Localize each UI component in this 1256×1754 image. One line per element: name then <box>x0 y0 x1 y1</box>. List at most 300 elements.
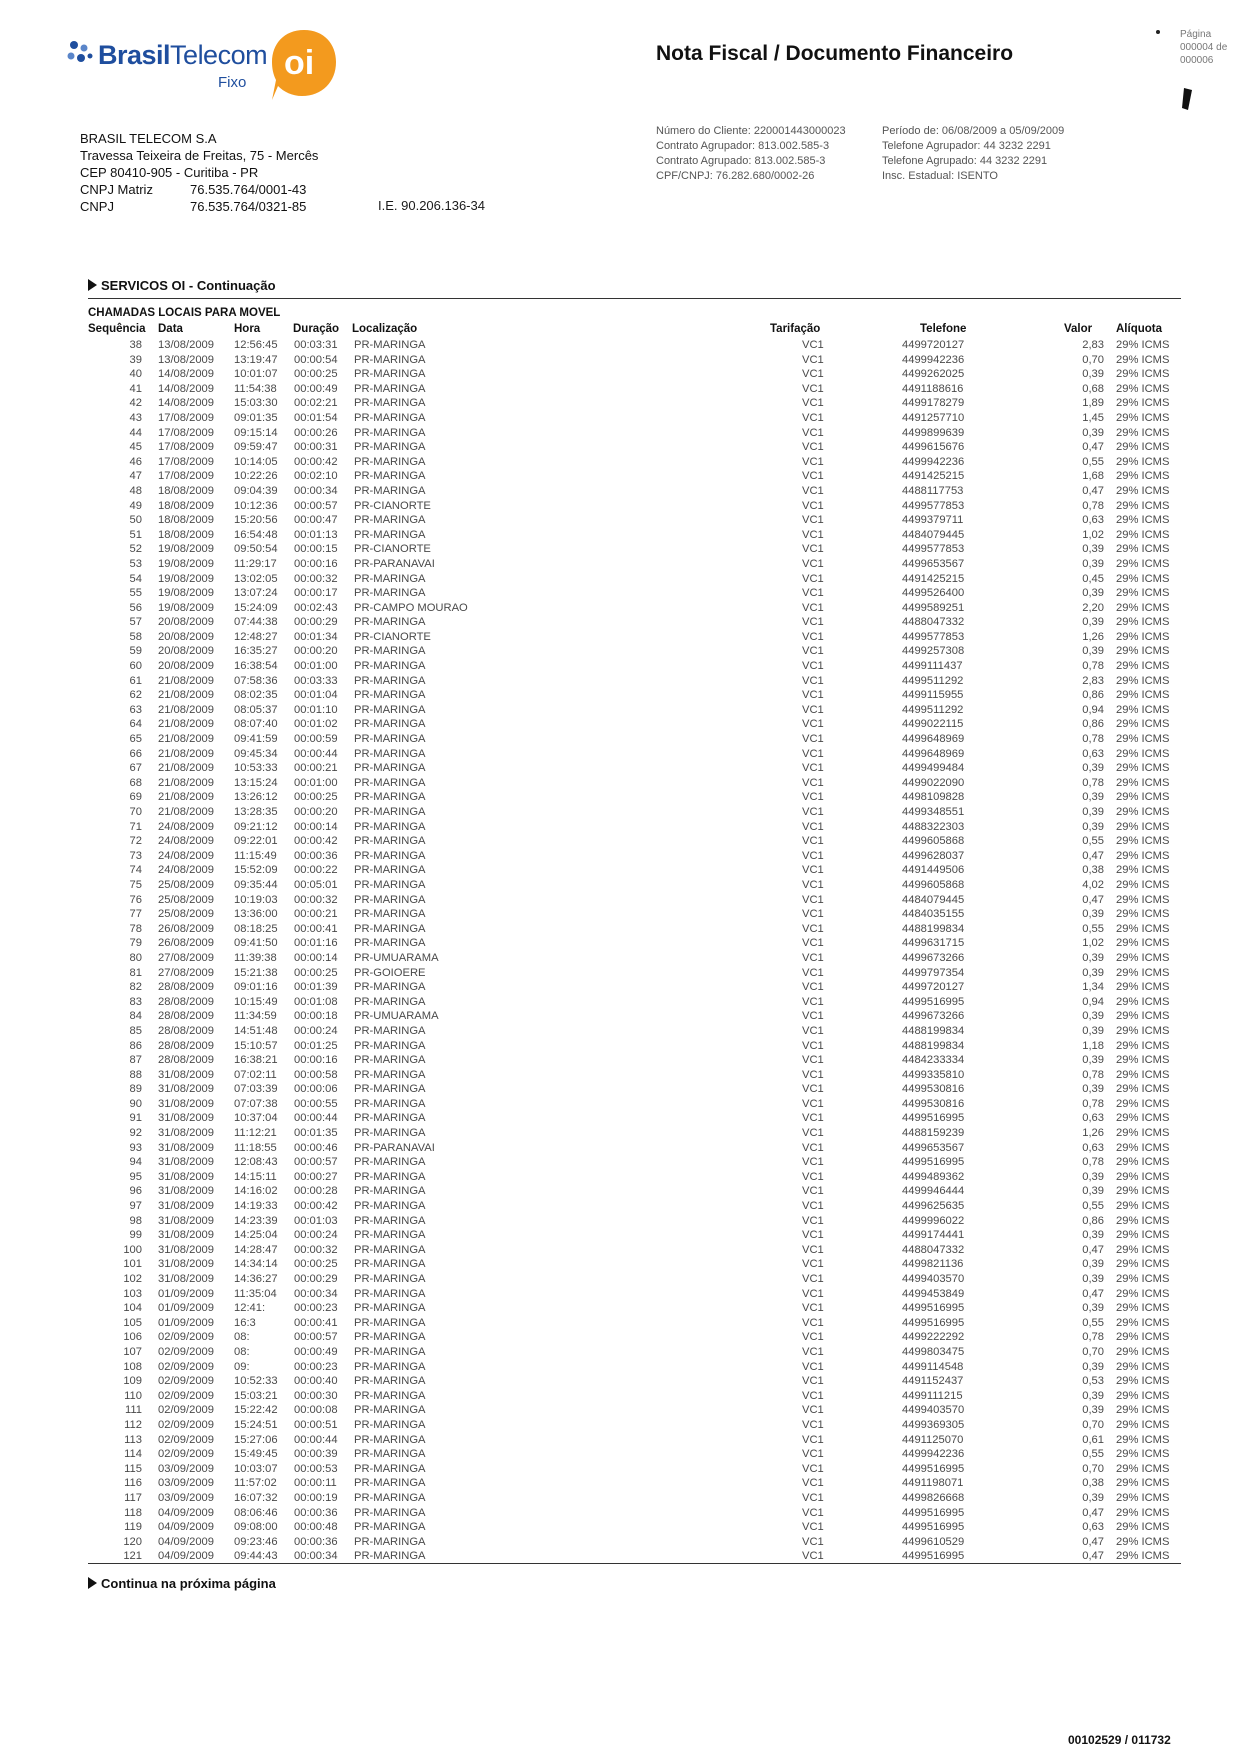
oi-logo-text: oi <box>284 44 315 82</box>
cell-valor: 0,63 <box>1082 1112 1104 1125</box>
table-row <box>88 616 1181 631</box>
cell-hora: 14:51:48 <box>234 1024 278 1037</box>
cell-telefone: 4499516995 <box>902 1462 965 1475</box>
cell-aliquota: 29% ICMS <box>1116 1185 1170 1198</box>
cell-tarifacao: VC1 <box>802 411 824 424</box>
cell-tarifacao: VC1 <box>802 1039 824 1052</box>
cell-telefone: 4499516995 <box>902 1112 965 1125</box>
cell-aliquota: 29% ICMS <box>1116 1229 1170 1242</box>
cell-sequencia: 105 <box>123 1316 142 1329</box>
cell-telefone: 4499453849 <box>902 1287 965 1300</box>
cell-valor: 1,34 <box>1082 981 1104 994</box>
cell-hora: 09:01:16 <box>234 981 278 994</box>
cell-data: 31/08/2009 <box>158 1112 214 1125</box>
cell-tarifacao: VC1 <box>802 572 824 585</box>
cell-tarifacao: VC1 <box>802 806 824 818</box>
table-row <box>88 762 1181 777</box>
table-row <box>88 835 1181 850</box>
cell-sequencia: 110 <box>124 1389 142 1402</box>
cell-hora: 09:01:35 <box>234 411 278 424</box>
cell-sequencia: 117 <box>124 1491 142 1504</box>
cell-valor: 0,39 <box>1082 368 1104 381</box>
cell-valor: 0,86 <box>1082 1214 1104 1227</box>
cell-data: 02/09/2009 <box>158 1418 214 1431</box>
cell-aliquota: 29% ICMS <box>1116 747 1170 760</box>
cell-data: 04/09/2009 <box>158 1521 214 1534</box>
cell-aliquota: 29% ICMS <box>1116 864 1170 877</box>
cell-valor: 0,39 <box>1082 1302 1104 1315</box>
cell-duracao: 00:01:35 <box>294 1127 338 1140</box>
cell-duracao: 00:00:32 <box>294 572 338 585</box>
table-row <box>88 1302 1181 1317</box>
cell-localizacao: PR-MARINGA <box>354 1083 426 1096</box>
cell-telefone: 4499942236 <box>902 1448 965 1461</box>
cell-data: 02/09/2009 <box>158 1448 214 1461</box>
cell-tarifacao: VC1 <box>802 776 824 789</box>
cell-valor: 0,47 <box>1082 1287 1104 1300</box>
cell-localizacao: PR-MARINGA <box>354 806 426 818</box>
cell-tarifacao: VC1 <box>802 1360 824 1373</box>
cell-localizacao: PR-MARINGA <box>354 1389 426 1402</box>
cell-data: 31/08/2009 <box>158 1068 214 1081</box>
table-row <box>88 1083 1181 1098</box>
cell-sequencia: 103 <box>123 1287 142 1300</box>
cell-aliquota: 29% ICMS <box>1116 893 1170 906</box>
cell-data: 27/08/2009 <box>158 966 214 979</box>
cell-telefone: 4499610529 <box>902 1535 965 1548</box>
table-row <box>88 543 1181 558</box>
cell-duracao: 00:00:20 <box>294 806 338 818</box>
col-header-data: Data <box>158 323 183 335</box>
table-row <box>88 675 1181 690</box>
cell-hora: 15:20:56 <box>234 514 278 527</box>
cell-hora: 07:03:39 <box>234 1083 278 1096</box>
cell-sequencia: 61 <box>129 674 142 687</box>
cell-aliquota: 29% ICMS <box>1116 1097 1170 1110</box>
cell-telefone: 4499577853 <box>902 499 965 512</box>
table-row <box>88 864 1181 879</box>
cell-hora: 08: <box>234 1331 250 1344</box>
cell-localizacao: PR-MARINGA <box>354 1302 426 1315</box>
cell-sequencia: 71 <box>129 820 142 833</box>
cell-aliquota: 29% ICMS <box>1116 820 1170 833</box>
cell-localizacao: PR-MARINGA <box>354 674 426 687</box>
cell-duracao: 00:01:00 <box>294 776 338 789</box>
cell-data: 18/08/2009 <box>158 514 214 527</box>
cell-data: 02/09/2009 <box>158 1389 214 1402</box>
cell-hora: 09:04:39 <box>234 484 278 497</box>
cell-duracao: 00:00:34 <box>294 1287 338 1300</box>
cell-hora: 10:19:03 <box>234 893 278 906</box>
cell-duracao: 00:00:21 <box>294 762 338 775</box>
cell-valor: 0,63 <box>1082 1141 1104 1154</box>
cell-localizacao: PR-MARINGA <box>354 1316 426 1329</box>
cell-tarifacao: VC1 <box>802 1112 824 1125</box>
cell-data: 20/08/2009 <box>158 645 214 658</box>
cell-telefone: 4499516995 <box>902 1506 965 1519</box>
cell-sequencia: 76 <box>129 893 142 906</box>
cell-data: 24/08/2009 <box>158 835 214 848</box>
company-info <box>80 130 318 215</box>
cell-valor: 0,39 <box>1082 1229 1104 1242</box>
cell-tarifacao: VC1 <box>802 470 824 483</box>
cell-hora: 14:34:14 <box>234 1258 278 1271</box>
cell-data: 21/08/2009 <box>158 747 214 760</box>
cell-hora: 16:38:54 <box>234 660 278 673</box>
cell-sequencia: 41 <box>129 382 142 395</box>
cell-duracao: 00:00:58 <box>294 1068 338 1081</box>
table-row <box>88 791 1181 806</box>
table-row <box>88 996 1181 1011</box>
cell-sequencia: 69 <box>129 791 142 804</box>
cell-valor: 0,86 <box>1082 718 1104 731</box>
cell-duracao: 00:00:27 <box>294 1170 338 1183</box>
cell-tarifacao: VC1 <box>802 922 824 935</box>
cell-sequencia: 87 <box>129 1054 142 1067</box>
cell-hora: 09:35:44 <box>234 878 278 891</box>
cell-localizacao: PR-MARINGA <box>354 1258 426 1271</box>
cell-sequencia: 113 <box>124 1433 142 1446</box>
cell-telefone: 4499114548 <box>902 1360 964 1373</box>
cell-hora: 09: <box>234 1360 250 1373</box>
cell-localizacao: PR-MARINGA <box>354 339 426 351</box>
cell-data: 28/08/2009 <box>158 995 214 1008</box>
cell-valor: 0,78 <box>1082 776 1104 789</box>
client-number: Número do Cliente: 220001443000023 <box>656 125 846 137</box>
cell-data: 18/08/2009 <box>158 528 214 541</box>
cell-hora: 15:10:57 <box>234 1039 278 1052</box>
cell-telefone: 4499111215 <box>902 1389 963 1402</box>
cell-valor: 0,39 <box>1082 1024 1104 1037</box>
cell-localizacao: PR-MARINGA <box>354 878 426 891</box>
cell-valor: 0,47 <box>1082 893 1104 906</box>
cell-sequencia: 81 <box>129 966 142 979</box>
page-total: 000006 <box>1180 55 1214 66</box>
table-row <box>88 1346 1181 1361</box>
cell-sequencia: 104 <box>123 1302 142 1315</box>
cell-tarifacao: VC1 <box>802 1462 824 1475</box>
cell-valor: 0,39 <box>1082 1273 1104 1285</box>
cell-duracao: 00:00:16 <box>294 557 338 570</box>
brand-name-bold: Brasil <box>98 40 171 70</box>
cell-valor: 0,39 <box>1082 951 1104 964</box>
table-row <box>88 1010 1181 1025</box>
cell-telefone: 4499648969 <box>902 747 965 760</box>
cell-data: 02/09/2009 <box>158 1331 214 1344</box>
cell-duracao: 00:00:23 <box>294 1360 338 1373</box>
cell-hora: 16:54:48 <box>234 528 278 541</box>
cell-data: 31/08/2009 <box>158 1214 214 1227</box>
table-row <box>88 894 1181 909</box>
cell-sequencia: 80 <box>129 951 142 964</box>
col-header-telefone: Telefone <box>920 323 967 335</box>
cell-hora: 11:29:17 <box>234 557 277 570</box>
telefone-agrupador: Telefone Agrupador: 44 3232 2291 <box>882 140 1051 152</box>
cell-hora: 09:23:46 <box>234 1535 278 1548</box>
cell-localizacao: PR-MARINGA <box>354 1112 426 1125</box>
cell-hora: 09:21:12 <box>234 820 278 833</box>
table-row <box>88 1288 1181 1303</box>
cell-duracao: 00:01:03 <box>294 1214 338 1227</box>
cell-duracao: 00:02:10 <box>294 470 338 483</box>
cell-valor: 0,39 <box>1082 806 1104 818</box>
cell-valor: 1,26 <box>1082 630 1104 643</box>
cell-tarifacao: VC1 <box>802 1535 824 1548</box>
cell-data: 19/08/2009 <box>158 543 214 556</box>
cell-duracao: 00:00:31 <box>294 441 338 454</box>
scan-mark <box>1182 88 1192 110</box>
cell-data: 02/09/2009 <box>158 1360 214 1373</box>
cell-sequencia: 57 <box>129 616 142 629</box>
cell-duracao: 00:00:24 <box>294 1024 338 1037</box>
table-row <box>88 354 1181 369</box>
divider <box>88 298 1181 299</box>
cell-tarifacao: VC1 <box>802 1433 824 1446</box>
cell-data: 26/08/2009 <box>158 937 214 950</box>
cell-data: 19/08/2009 <box>158 557 214 570</box>
cell-duracao: 00:01:13 <box>294 528 338 541</box>
cell-telefone: 4499174441 <box>902 1229 965 1242</box>
cell-sequencia: 46 <box>129 455 142 468</box>
client-info-right <box>882 124 1064 184</box>
cell-duracao: 00:00:51 <box>294 1418 338 1431</box>
cell-duracao: 00:00:18 <box>294 1010 338 1023</box>
cell-data: 02/09/2009 <box>158 1433 214 1446</box>
cell-sequencia: 108 <box>123 1360 142 1373</box>
cell-localizacao: PR-MARINGA <box>354 382 426 395</box>
cell-aliquota: 29% ICMS <box>1116 951 1170 964</box>
table-row <box>88 412 1181 427</box>
cell-duracao: 00:00:20 <box>294 645 338 658</box>
cell-duracao: 00:00:57 <box>294 1331 338 1344</box>
cell-valor: 4,02 <box>1082 878 1104 891</box>
cell-duracao: 00:00:25 <box>294 368 338 381</box>
cell-sequencia: 74 <box>129 864 142 877</box>
cell-telefone: 4499530816 <box>902 1083 965 1096</box>
cell-hora: 13:36:00 <box>234 908 278 921</box>
cell-sequencia: 43 <box>129 411 142 424</box>
cell-tarifacao: VC1 <box>802 1448 824 1461</box>
cell-valor: 0,39 <box>1082 587 1104 600</box>
cell-tarifacao: VC1 <box>802 835 824 848</box>
cell-tarifacao: VC1 <box>802 864 824 877</box>
cell-tarifacao: VC1 <box>802 1185 824 1198</box>
cnpj-matriz-value: 76.535.764/0001-43 <box>190 182 307 197</box>
cell-duracao: 00:00:17 <box>294 587 338 600</box>
cell-data: 24/08/2009 <box>158 864 214 877</box>
cell-tarifacao: VC1 <box>802 601 824 614</box>
cell-duracao: 00:01:39 <box>294 981 338 994</box>
table-row <box>88 1171 1181 1186</box>
cell-aliquota: 29% ICMS <box>1116 1068 1170 1081</box>
cell-data: 14/08/2009 <box>158 382 214 395</box>
cell-hora: 14:16:02 <box>234 1185 278 1198</box>
table-row <box>88 500 1181 515</box>
cell-hora: 10:14:05 <box>234 455 278 468</box>
telecom-logo-icon <box>62 36 96 70</box>
cell-data: 03/09/2009 <box>158 1491 214 1504</box>
cell-aliquota: 29% ICMS <box>1116 1083 1170 1096</box>
cell-data: 04/09/2009 <box>158 1535 214 1548</box>
cell-aliquota: 29% ICMS <box>1116 397 1170 410</box>
cell-aliquota: 29% ICMS <box>1116 1273 1170 1285</box>
cell-data: 21/08/2009 <box>158 703 214 716</box>
cell-duracao: 00:00:25 <box>294 966 338 979</box>
cell-telefone: 4499577853 <box>902 630 965 643</box>
cell-hora: 09:50:54 <box>234 543 278 556</box>
table-row <box>88 1492 1181 1507</box>
cell-sequencia: 97 <box>129 1200 142 1213</box>
cell-sequencia: 65 <box>129 733 142 746</box>
cell-valor: 0,78 <box>1082 1156 1104 1169</box>
table-row <box>88 1244 1181 1259</box>
cell-hora: 10:37:04 <box>234 1112 278 1125</box>
cell-duracao: 00:01:16 <box>294 937 338 950</box>
insc-estadual: Insc. Estadual: ISENTO <box>882 170 998 182</box>
cell-duracao: 00:00:55 <box>294 1097 338 1110</box>
cell-data: 04/09/2009 <box>158 1550 214 1563</box>
cell-telefone: 4499625635 <box>902 1200 965 1213</box>
cell-valor: 0,45 <box>1082 572 1104 585</box>
cell-data: 25/08/2009 <box>158 878 214 891</box>
cell-aliquota: 29% ICMS <box>1116 908 1170 921</box>
cell-hora: 11:18:55 <box>234 1141 277 1154</box>
cell-telefone: 4499605868 <box>902 878 965 891</box>
cell-telefone: 4499178279 <box>902 397 965 410</box>
cpf-cnpj: CPF/CNPJ: 76.282.680/0002-26 <box>656 170 815 182</box>
table-row <box>88 339 1181 354</box>
cell-tarifacao: VC1 <box>802 1156 824 1169</box>
page-indicator <box>1180 28 1227 67</box>
cell-sequencia: 62 <box>129 689 142 702</box>
cell-hora: 13:28:35 <box>234 806 278 818</box>
cell-telefone: 4499499484 <box>902 762 965 775</box>
cell-tarifacao: VC1 <box>802 1010 824 1023</box>
cell-tarifacao: VC1 <box>802 368 824 381</box>
cell-data: 21/08/2009 <box>158 733 214 746</box>
cell-duracao: 00:00:16 <box>294 1054 338 1067</box>
cell-data: 31/08/2009 <box>158 1185 214 1198</box>
cell-telefone: 4484035155 <box>902 908 965 921</box>
cell-sequencia: 93 <box>129 1141 142 1154</box>
cell-aliquota: 29% ICMS <box>1116 806 1170 818</box>
cell-telefone: 4484233334 <box>902 1054 965 1067</box>
cell-duracao: 00:03:33 <box>294 674 338 687</box>
cell-localizacao: PR-CIANORTE <box>354 543 431 556</box>
cell-telefone: 4499899639 <box>902 426 965 439</box>
cell-data: 31/08/2009 <box>158 1170 214 1183</box>
cell-valor: 2,83 <box>1082 674 1104 687</box>
cell-localizacao: PR-MARINGA <box>354 776 426 789</box>
cell-telefone: 4499821136 <box>902 1258 964 1271</box>
cell-sequencia: 51 <box>129 528 142 541</box>
brand-name-regular: Telecom <box>170 40 268 70</box>
cell-telefone: 4499673266 <box>902 951 965 964</box>
cell-tarifacao: VC1 <box>802 849 824 862</box>
table-row <box>88 806 1181 821</box>
cell-localizacao: PR-MARINGA <box>354 1462 426 1475</box>
cell-hora: 09:15:14 <box>234 426 278 439</box>
cell-tarifacao: VC1 <box>802 1229 824 1242</box>
table-row <box>88 1463 1181 1478</box>
cell-duracao: 00:00:26 <box>294 426 338 439</box>
cell-duracao: 00:00:24 <box>294 1229 338 1242</box>
cell-aliquota: 29% ICMS <box>1116 1170 1170 1183</box>
cell-sequencia: 83 <box>129 995 142 1008</box>
cell-telefone: 4488322303 <box>902 820 965 833</box>
cell-localizacao: PR-MARINGA <box>354 1404 426 1417</box>
cell-tarifacao: VC1 <box>802 1024 824 1037</box>
cell-telefone: 4499673266 <box>902 1010 965 1023</box>
contrato-agrupado: Contrato Agrupado: 813.002.585-3 <box>656 155 826 167</box>
cell-localizacao: PR-MARINGA <box>354 1506 426 1519</box>
cell-tarifacao: VC1 <box>802 1331 824 1344</box>
cell-tarifacao: VC1 <box>802 1054 824 1067</box>
cell-sequencia: 88 <box>129 1068 142 1081</box>
cell-telefone: 4491198071 <box>902 1477 964 1490</box>
cell-telefone: 4499605868 <box>902 835 965 848</box>
cell-sequencia: 64 <box>129 718 142 731</box>
cell-duracao: 00:00:49 <box>294 382 338 395</box>
table-row <box>88 718 1181 733</box>
cell-duracao: 00:00:08 <box>294 1404 338 1417</box>
cell-hora: 09:08:00 <box>234 1521 278 1534</box>
cell-aliquota: 29% ICMS <box>1116 353 1170 366</box>
cell-sequencia: 112 <box>124 1418 142 1431</box>
cell-telefone: 4499403570 <box>902 1273 965 1285</box>
cell-sequencia: 92 <box>129 1127 142 1140</box>
table-row <box>88 441 1181 456</box>
cell-telefone: 4499577853 <box>902 543 965 556</box>
cell-sequencia: 107 <box>123 1345 142 1358</box>
cell-valor: 0,63 <box>1082 747 1104 760</box>
arrow-right-icon <box>88 1577 97 1589</box>
cell-hora: 08:02:35 <box>234 689 278 702</box>
cell-hora: 13:07:24 <box>234 587 278 600</box>
cell-tarifacao: VC1 <box>802 557 824 570</box>
brasil-telecom-oi-logo <box>62 28 362 108</box>
cell-duracao: 00:00:11 <box>294 1477 337 1490</box>
cell-duracao: 00:00:47 <box>294 514 338 527</box>
cell-sequencia: 47 <box>129 470 142 483</box>
cell-tarifacao: VC1 <box>802 630 824 643</box>
document-title: Nota Fiscal / Documento Financeiro <box>656 42 1014 65</box>
cell-telefone: 4499348551 <box>902 806 965 818</box>
cell-hora: 09:41:50 <box>234 937 278 950</box>
cell-telefone: 4499489362 <box>902 1170 965 1183</box>
table-row <box>88 821 1181 836</box>
cell-hora: 12:08:43 <box>234 1156 278 1169</box>
cell-aliquota: 29% ICMS <box>1116 630 1170 643</box>
cell-sequencia: 95 <box>129 1170 142 1183</box>
cell-localizacao: PR-CAMPO MOURAO <box>354 601 468 614</box>
cell-data: 02/09/2009 <box>158 1404 214 1417</box>
cell-duracao: 00:00:14 <box>294 951 338 964</box>
table-row <box>88 937 1181 952</box>
table-row <box>88 1098 1181 1113</box>
cell-aliquota: 29% ICMS <box>1116 1010 1170 1023</box>
cell-telefone: 4488159239 <box>902 1127 965 1140</box>
cell-data: 31/08/2009 <box>158 1083 214 1096</box>
cell-hora: 10:53:33 <box>234 762 278 775</box>
cell-localizacao: PR-UMUARAMA <box>354 951 439 964</box>
cell-localizacao: PR-MARINGA <box>354 616 426 629</box>
cell-data: 19/08/2009 <box>158 601 214 614</box>
cell-localizacao: PR-MARINGA <box>354 368 426 381</box>
cell-telefone: 4499631715 <box>902 937 965 950</box>
cell-valor: 0,47 <box>1082 849 1104 862</box>
cell-telefone: 4499653567 <box>902 557 965 570</box>
